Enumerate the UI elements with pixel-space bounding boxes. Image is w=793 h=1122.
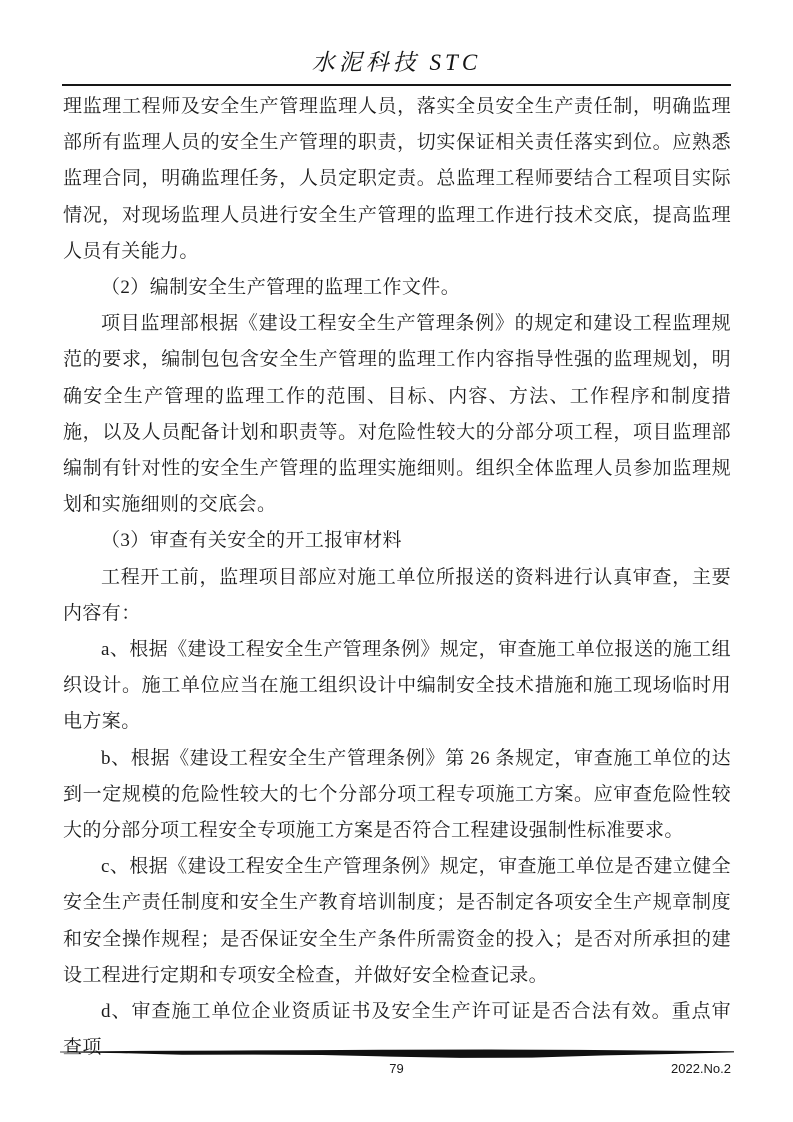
header-rule bbox=[62, 84, 731, 86]
paragraph: （3）审查有关安全的开工报审材料 bbox=[101, 530, 402, 552]
article-body bbox=[63, 89, 731, 1066]
paragraph: 项目监理部根据《建设工程安全生产管理条例》的规定和建设工程监理规范的要求，编制包包含安全生产管理的监理工作内容指导性强的监理规划，明确安全生产管理的监理工作的范围、目标、内容、方法、工作程序和制度措施，以及人员配备计划和职责等。对危险性较大的分部分项工程，项目监理部编制有针对性的安全生产管理的监理实施细则。组织全体监理人员参加监理规划和实施细则的交底会。 bbox=[63, 313, 731, 516]
page-number: 79 bbox=[389, 1061, 404, 1076]
paragraph: a、根据《建设工程安全生产管理条例》规定，审查施工单位报送的施工组织设计。施工单位应当在施工组织设计中编制安全技术措施和施工现场临时用电方案。 bbox=[63, 639, 731, 733]
issue-number: 2022.No.2 bbox=[671, 1061, 731, 1076]
paragraph: 工程开工前，监理项目部应对施工单位所报送的资料进行认真审查，主要内容有： bbox=[63, 566, 731, 624]
journal-title: 水泥科技 STC bbox=[311, 50, 482, 75]
paragraph: （2）编制安全生产管理的监理工作文件。 bbox=[101, 277, 461, 299]
paragraph: d、审查施工单位企业资质证书及安全生产许可证是否合法有效。重点审查项 bbox=[63, 1001, 731, 1059]
paragraph: b、根据《建设工程安全生产管理条例》第 26 条规定，审查施工单位的达到一定规模的危险性较大的七个分部分项工程专项施工方案。应审查危险性较大的分部分项工程安全专项施工方案是否符合工程建设强制性标准要求。 bbox=[63, 747, 731, 842]
footer-rule bbox=[60, 1049, 734, 1061]
paragraph: c、根据《建设工程安全生产管理条例》规定，审查施工单位是否建立健全安全生产责任制度和安全生产教育培训制度；是否制定各项安全生产规章制度和安全操作规程；是否保证安全生产条件所需资金的投入；是否对所承担的建设工程进行定期和专项安全检查，并做好安全检查记录。 bbox=[63, 856, 731, 986]
paragraph: 理监理工程师及安全生产管理监理人员，落实全员安全生产责任制，明确监理部所有监理人员的安全生产管理的职责，切实保证相关责任落实到位。应熟悉监理合同，明确监理任务，人员定职定责。总监理工程师要结合工程项目实际情况，对现场监理人员进行安全生产管理的监理工作进行技术交底，提高监理人员有关能力。 bbox=[63, 96, 731, 262]
